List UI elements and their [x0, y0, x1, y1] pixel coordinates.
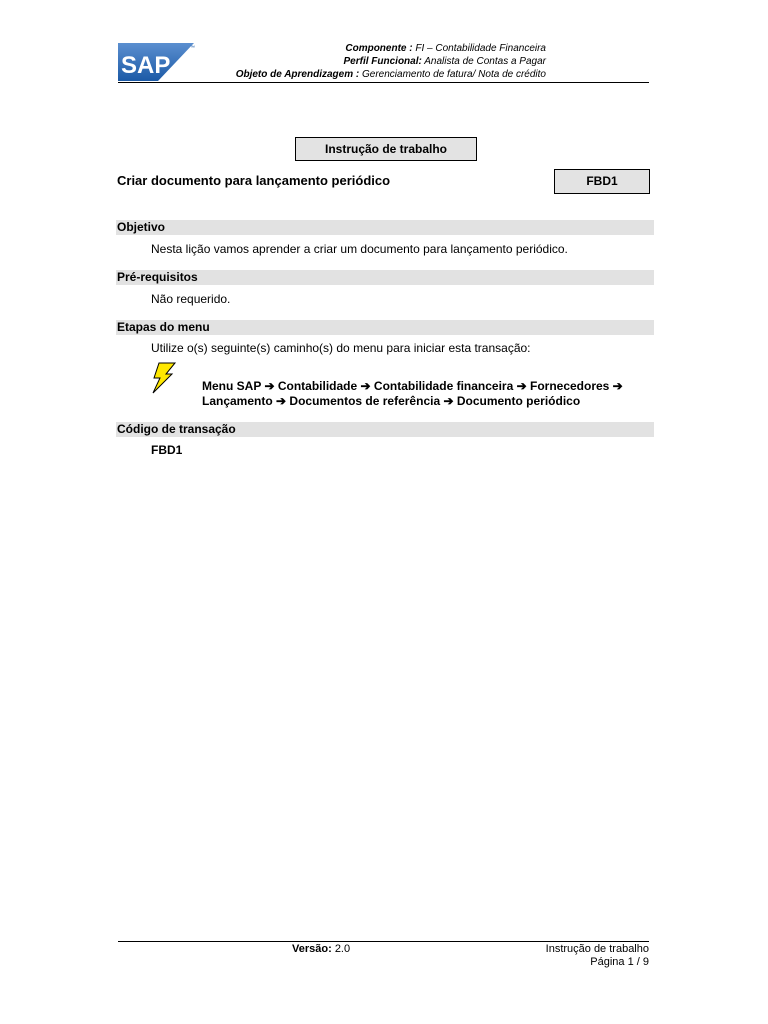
- component-label: Componente :: [345, 43, 413, 54]
- work-instruction-title: Instrução de trabalho: [295, 137, 477, 161]
- footer-version: [292, 943, 350, 955]
- profile-label: Perfil Funcional:: [343, 56, 422, 67]
- header-divider: [118, 82, 649, 83]
- footer-page-number: Página 1 / 9: [590, 956, 649, 968]
- component-value: FI – Contabilidade Financeira: [415, 43, 546, 54]
- document-title: Criar documento para lançamento periódico: [117, 173, 391, 188]
- logo-text: SAP: [121, 52, 171, 79]
- prereq-text: Não requerido.: [151, 292, 231, 306]
- menu-path-line-1: Menu SAP ➔ Contabilidade ➔ Contabilidade financeira ➔ Fornecedores ➔: [202, 379, 623, 393]
- profile-value: Analista de Contas a Pagar: [424, 56, 546, 67]
- menu-path: [202, 379, 652, 409]
- section-objective-heading: Objetivo: [116, 220, 654, 235]
- lightning-icon: [150, 362, 178, 394]
- menu-text: Utilize o(s) seguinte(s) caminho(s) do menu para iniciar esta transação:: [151, 341, 531, 355]
- sap-logo: [118, 43, 194, 81]
- version-value: 2.0: [334, 943, 351, 955]
- header-objective: [220, 69, 546, 81]
- objective-text: Nesta lição vamos aprender a criar um documento para lançamento periódico.: [151, 242, 568, 256]
- header-profile: [220, 56, 546, 68]
- footer-right: [480, 943, 649, 969]
- section-transaction-heading: Código de transação: [116, 422, 654, 437]
- section-menu-heading: Etapas do menu: [116, 320, 654, 335]
- objective-label: Objeto de Aprendizagem :: [235, 69, 360, 80]
- transaction-code: FBD1: [151, 443, 183, 457]
- logo-tm: ™: [190, 45, 195, 51]
- version-label: Versão:: [292, 943, 332, 955]
- menu-path-line-2: Lançamento ➔ Documentos de referência ➔ Documento periódico: [202, 394, 581, 408]
- objective-value: Gerenciamento de fatura/ Nota de crédito: [362, 69, 546, 80]
- footer-divider: [118, 941, 649, 942]
- footer-doc-type: Instrução de trabalho: [545, 943, 649, 955]
- header-component: [220, 43, 546, 55]
- transaction-code-box: FBD1: [554, 169, 650, 194]
- section-prereq-heading: Pré-requisitos: [116, 270, 654, 285]
